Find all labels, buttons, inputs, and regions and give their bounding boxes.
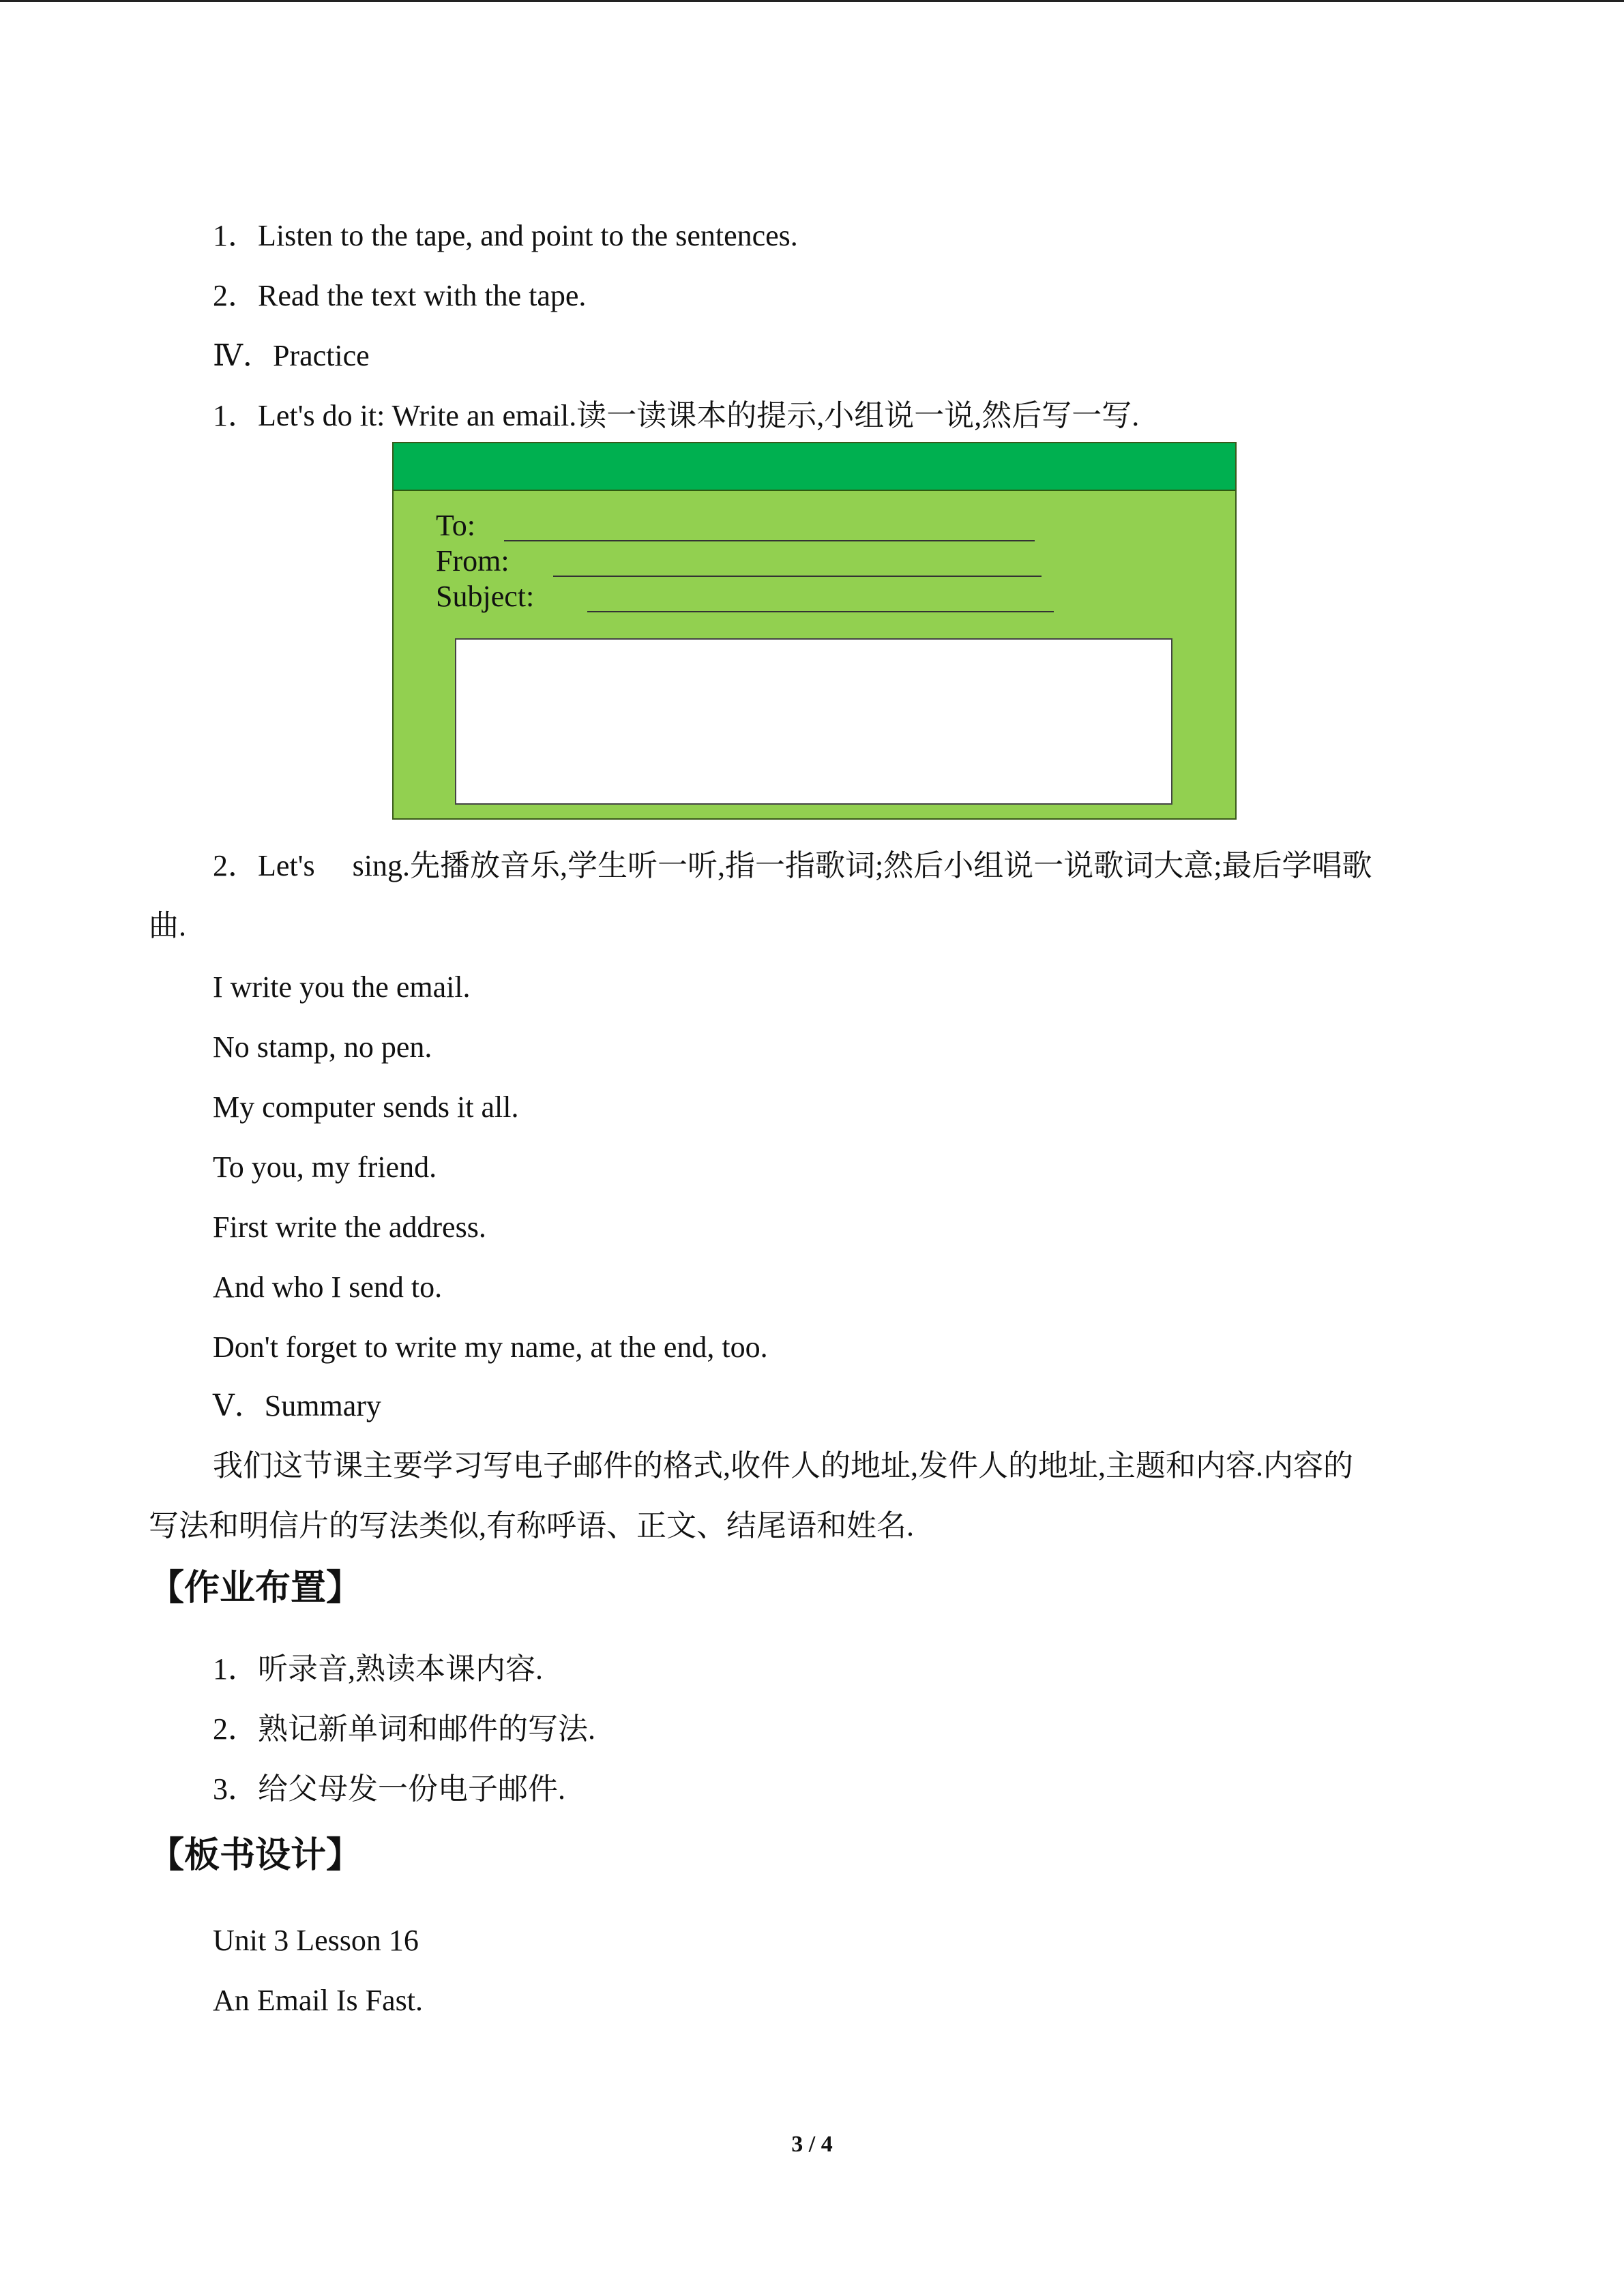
homework-item: 1．听录音,熟读本课内容. xyxy=(213,1652,543,1686)
email-subject-label: Subject: xyxy=(436,580,535,613)
step-read: 2．Read the text with the tape. xyxy=(213,279,587,312)
email-body-box xyxy=(455,638,1172,805)
song-line: I write you the email. xyxy=(213,970,471,1004)
email-subject-blank xyxy=(587,611,1054,612)
page-number: 3 / 4 xyxy=(791,2132,833,2157)
song-line: No stamp, no pen. xyxy=(213,1030,432,1064)
step-sing: 2．Let's sing.先播放音乐,学生听一听,指一指歌词;然后小组说一说歌词大意;最后学唱歌 xyxy=(213,849,1372,882)
board-design-heading: 【板书设计】 xyxy=(149,1835,362,1876)
page-top-border xyxy=(0,0,1624,2)
homework-item: 2．熟记新单词和邮件的写法. xyxy=(213,1712,595,1746)
email-to-label: To: xyxy=(436,509,476,542)
email-from-label: From: xyxy=(436,544,510,578)
step-sing-continued: 曲. xyxy=(149,909,186,942)
board-line: Unit 3 Lesson 16 xyxy=(213,1924,419,1957)
email-form-illustration xyxy=(392,442,1237,820)
homework-item: 3．给父母发一份电子邮件. xyxy=(213,1772,565,1806)
email-to-blank xyxy=(504,540,1035,541)
step-write-email: 1．Let's do it: Write an email.读一读课本的提示,小组说一说,然后写一写. xyxy=(213,399,1140,432)
song-line: Don't forget to write my name, at the end, too. xyxy=(213,1330,768,1364)
board-line: An Email Is Fast. xyxy=(213,1984,423,2017)
song-line: First write the address. xyxy=(213,1210,486,1244)
step-listen: 1．Listen to the tape, and point to the sentences. xyxy=(213,219,798,252)
summary-text: 我们这节课主要学习写电子邮件的格式,收件人的地址,发件人的地址,主题和内容.内容的 xyxy=(213,1449,1353,1482)
summary-text-continued: 写法和明信片的写法类似,有称呼语、正文、结尾语和姓名. xyxy=(149,1509,914,1542)
email-from-blank xyxy=(553,576,1042,577)
homework-heading: 【作业布置】 xyxy=(149,1568,362,1609)
email-form-header xyxy=(394,443,1235,491)
section-practice-title: Ⅳ．Practice xyxy=(213,339,370,372)
song-line: To you, my friend. xyxy=(213,1150,437,1184)
song-line: My computer sends it all. xyxy=(213,1090,519,1124)
song-line: And who I send to. xyxy=(213,1270,443,1304)
section-summary-title: Ⅴ．Summary xyxy=(213,1389,381,1422)
